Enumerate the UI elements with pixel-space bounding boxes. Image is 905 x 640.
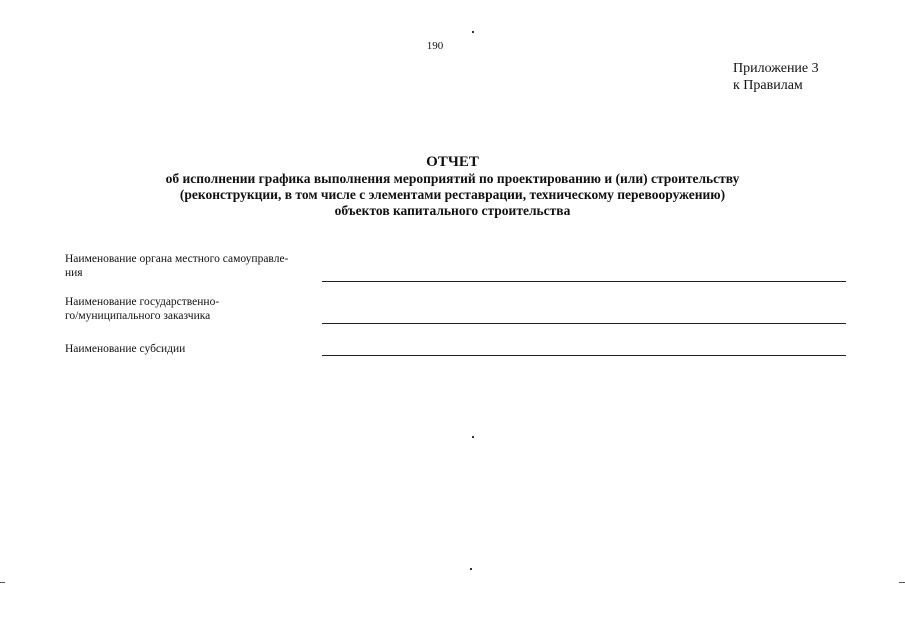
scan-speck: [472, 31, 474, 33]
local-authority-label-line-2: ния: [65, 267, 83, 279]
subsidy-label-line-1: Наименование субсидии: [65, 343, 186, 355]
report-title-block: [0, 154, 905, 219]
appendix-rules-ref: к Правилам: [733, 78, 803, 93]
scan-speck: [470, 568, 472, 570]
scan-speck: [472, 436, 474, 438]
report-subtitle-line-3: объектов капитального строительства: [334, 203, 571, 218]
scan-edge-mark: [899, 582, 905, 583]
appendix-reference: [733, 60, 819, 94]
customer-label-line-1: Наименование государственно-: [65, 296, 220, 308]
local-authority-fill-line[interactable]: [322, 281, 846, 282]
appendix-number: Приложение 3: [733, 61, 819, 76]
customer-fill-line[interactable]: [322, 323, 846, 324]
local-authority-label-line-1: Наименование органа местного самоуправле-: [65, 253, 289, 265]
customer-label: [65, 295, 325, 323]
report-subtitle-line-2: (реконструкции, в том числе с элементами реставрации, техническому перевооружению): [179, 187, 726, 202]
page-number: 190: [426, 40, 444, 52]
report-heading: ОТЧЕТ: [426, 154, 479, 170]
scan-edge-mark: [0, 582, 5, 583]
local-authority-label: [65, 252, 325, 280]
customer-label-line-2: го/муниципального заказчика: [65, 310, 211, 322]
subsidy-label: [65, 342, 325, 356]
report-subtitle-line-1: об исполнении графика выполнения мероприятий по проектированию и (или) строительству: [165, 171, 740, 186]
subsidy-fill-line[interactable]: [322, 355, 846, 356]
